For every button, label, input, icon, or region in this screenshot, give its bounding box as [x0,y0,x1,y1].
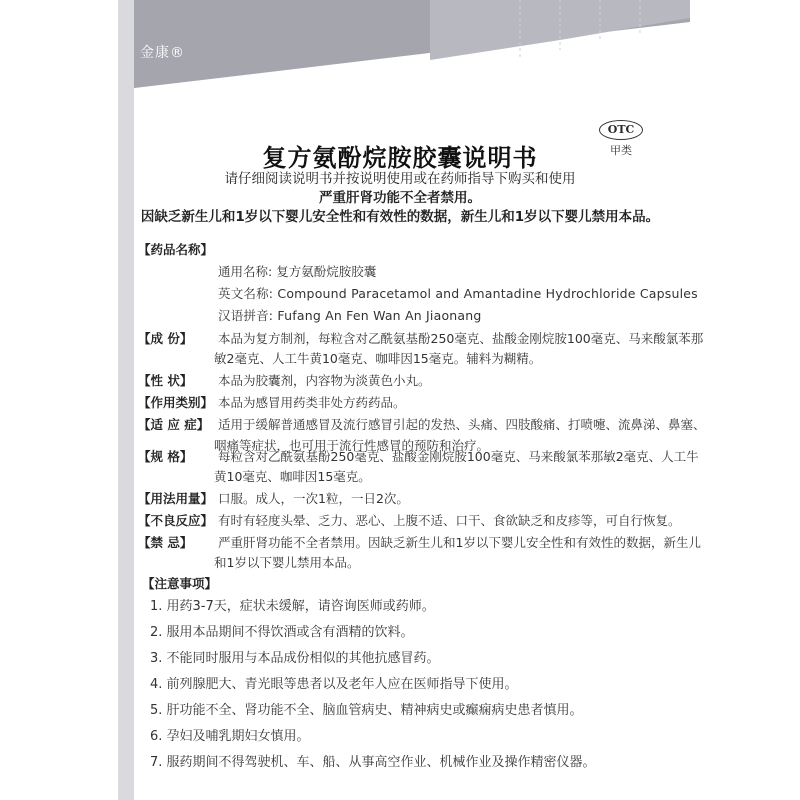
section-text-dosage: 口服。成人，一次1粒，一日2次。 [218,491,409,506]
subtitle-instruction: 请仔细阅读说明书并按说明使用或在药师指导下购买和使用 [224,171,576,187]
section-label-spec: 【规 格】 [138,449,193,464]
section-text-category: 本品为感冒用药类非处方药药品。 [218,395,406,410]
precaution-item: 2. 服用本品期间不得饮酒或含有酒精的饮料。 [150,625,414,640]
pinyin-name-row [218,306,482,324]
subtitle-infant-warning: 因缺乏新生儿和1岁以下婴儿安全性和有效性的数据，新生儿和1岁以下婴儿禁用本品。 [140,209,660,225]
section-text-spec-1: 每粒含对乙酰氨基酚250毫克、盐酸金刚烷胺100毫克、马来酸氯苯那敏2毫克、人工牛 [218,449,699,464]
generic-name-row [218,262,376,280]
english-name-value: Compound Paracetamol and Amantadine Hydrochloride Capsules [277,286,698,301]
section-label-ingredients: 【成 份】 [138,331,193,346]
precaution-item: 3. 不能同时服用与本品成份相似的其他抗感冒药。 [150,651,440,666]
section-text-appearance: 本品为胶囊剂，内容物为淡黄色小丸。 [218,373,431,388]
document-title: 复方氨酚烷胺胶囊说明书 [262,144,538,172]
precaution-item: 4. 前列腺肥大、青光眼等患者以及老年人应在医师指导下使用。 [150,677,518,692]
section-text-contraindications-1: 严重肝肾功能不全者禁用。因缺乏新生儿和1岁以下婴儿安全性和有效性的数据，新生儿 [218,535,701,550]
section-label-appearance: 【性 状】 [138,373,193,388]
brand-logo: 金康® [140,45,185,61]
precaution-item: 6. 孕妇及哺乳期妇女慎用。 [150,729,310,744]
drug-name-header: 【药品名称】 [138,242,214,257]
pinyin-label: 汉语拼音: [218,308,274,323]
precaution-item: 1. 用药3-7天，症状未缓解，请咨询医师或药师。 [150,599,435,614]
section-text-contraindications-2: 和1岁以下婴儿禁用本品。 [214,555,360,570]
section-label-contraindications: 【禁 忌】 [138,535,193,550]
section-text-spec-2: 黄10毫克、咖啡因15毫克。 [214,469,371,484]
precaution-item: 7. 服药期间不得驾驶机、车、船、从事高空作业、机械作业及操作精密仪器。 [150,755,596,770]
generic-name-value: 复方氨酚烷胺胶囊 [276,264,377,279]
section-label-adverse: 【不良反应】 [138,513,214,528]
english-name-row [218,284,698,302]
section-text-ingredients-2: 敏2毫克、人工牛黄10毫克、咖啡因15毫克。辅料为糊精。 [214,351,542,366]
precautions-header: 【注意事项】 [142,576,218,591]
precaution-item: 5. 肝功能不全、肾功能不全、脑血管病史、精神病史或癫痫病史患者慎用。 [150,703,583,718]
section-text-indications-2: 咽痛等症状，也可用于流行性感冒的预防和治疗。 [214,438,490,453]
generic-name-label: 通用名称: [218,264,273,279]
section-text-ingredients-1: 本品为复方制剂，每粒含对乙酰氨基酚250毫克、盐酸金刚烷胺100毫克、马来酸氯苯那 [218,331,704,346]
section-label-category: 【作用类别】 [138,395,214,410]
subtitle-contraindication: 严重肝肾功能不全者禁用。 [319,190,481,206]
otc-badge: OTC [599,120,643,140]
section-text-indications-1: 适用于缓解普通感冒及流行感冒引起的发热、头痛、四肢酸痛、打喷嚏、流鼻涕、鼻塞、 [218,417,706,432]
otc-class: 甲类 [610,144,632,157]
english-name-label: 英文名称: [218,286,274,301]
section-label-dosage: 【用法用量】 [138,491,214,506]
section-text-adverse: 有时有轻度头晕、乏力、恶心、上腹不适、口干、食欲缺乏和皮疹等，可自行恢复。 [218,513,681,528]
pinyin-value: Fufang An Fen Wan An Jiaonang [277,308,482,323]
section-label-indications: 【适 应 症】 [138,417,210,432]
